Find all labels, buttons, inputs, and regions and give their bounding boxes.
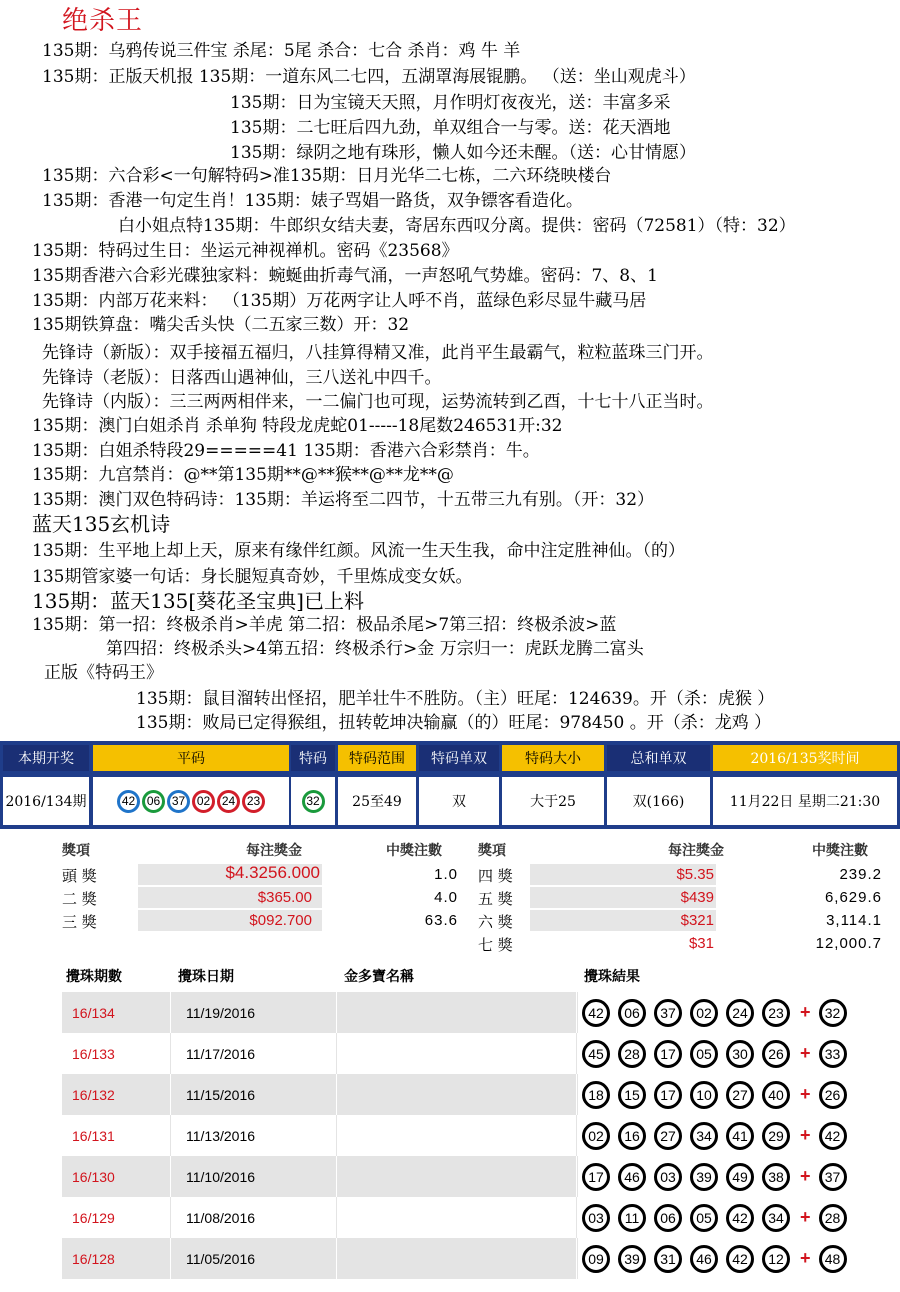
text-line: 135期：第一招：终极杀肖>羊虎 第二招：极品杀尾>7第三招：终极杀波>蓝 <box>32 615 617 635</box>
prize-amount: $439 <box>680 889 714 906</box>
text-line: 正版《特码王》 <box>44 663 163 683</box>
lottery-ball: 24 <box>726 999 754 1027</box>
prize-table <box>0 836 900 956</box>
prize-name: 四 獎 <box>478 867 513 885</box>
lottery-ball: 29 <box>762 1122 790 1150</box>
lottery-ball: 42 <box>117 790 140 813</box>
text-line: 135期：蓝天135[葵花圣宝典]已上料 <box>32 589 364 613</box>
history-date: 11/15/2016 <box>186 1086 256 1103</box>
lottery-ball: 05 <box>690 1040 718 1068</box>
lottery-ball: 11 <box>618 1204 646 1232</box>
prize-amount: $4.3256.000 <box>225 863 320 882</box>
text-line: 135期：特码过生日：坐运元神视禅机。密码《23568》 <box>32 241 459 261</box>
history-date: 11/17/2016 <box>186 1045 256 1062</box>
text-line: 135期管家婆一句话：身长腿短真奇妙，千里炼成变女妖。 <box>32 567 473 587</box>
prize-header-item: 獎項 <box>62 843 90 859</box>
text-line: 135期：白姐杀特段29=====41 135期：香港六合彩禁肖：牛。 <box>32 441 540 461</box>
prize-amount: $092.700 <box>249 912 312 929</box>
regular-balls <box>93 777 289 825</box>
lottery-ball: 31 <box>654 1245 682 1273</box>
prize-header-count: 中獎注數 <box>386 843 442 859</box>
text-line: 135期香港六合彩光碟独家料：蜿蜒曲折毒气涌，一声怒吼气势雄。密码：7、8、1 <box>32 266 658 286</box>
lottery-ball: 27 <box>654 1122 682 1150</box>
prize-header-item: 獎項 <box>478 843 506 859</box>
text-line: 135期：内部万花来料： （135期）万花两字让人呼不肖，蓝绿色彩尽显牛藏马居 <box>32 291 647 311</box>
text-line: 先锋诗（老版）：日落西山遇神仙，三八送礼中四千。 <box>42 368 442 388</box>
lottery-ball: 42 <box>726 1204 754 1232</box>
lottery-ball: 32 <box>302 790 325 813</box>
history-row <box>62 1033 888 1074</box>
special-odd-even: 双 <box>419 777 499 825</box>
header-special-range: 特码范围 <box>338 745 416 771</box>
next-draw-time: 11月22日 星期二21:30 <box>713 777 897 825</box>
history-header-result: 攪珠結果 <box>584 969 640 985</box>
text-line: 135期：九宫禁肖：@**第135期**@**猴**@**龙**@ <box>32 465 454 485</box>
prize-header-amount: 每注獎金 <box>246 843 302 859</box>
lottery-ball: 17 <box>654 1040 682 1068</box>
history-period: 16/131 <box>72 1127 115 1144</box>
header-special-number: 特码 <box>291 745 335 771</box>
history-row <box>62 1115 888 1156</box>
prize-count: 4.0 <box>434 889 458 906</box>
lottery-ball: 09 <box>582 1245 610 1273</box>
lottery-ball: 42 <box>819 1122 847 1150</box>
draw-results-table <box>0 741 900 829</box>
prize-header-amount: 每注獎金 <box>668 843 724 859</box>
prize-count: 6,629.6 <box>824 889 882 906</box>
text-line: 135期：六合彩<一句解特码>准135期：日月光华二七栋，二六环绕映楼台 <box>42 166 612 186</box>
history-row <box>62 1156 888 1197</box>
lottery-ball: 33 <box>819 1040 847 1068</box>
lottery-ball: 45 <box>582 1040 610 1068</box>
text-line: 白小姐点特135期：牛郎织女结夫妻，寄居东西叹分离。提供：密码（72581）（特：32） <box>118 216 796 236</box>
lottery-ball: 16 <box>618 1122 646 1150</box>
plus-sign: + <box>800 1043 811 1063</box>
header-special-size: 特码大小 <box>502 745 604 771</box>
lottery-ball: 10 <box>690 1081 718 1109</box>
history-date: 11/05/2016 <box>186 1250 256 1267</box>
plus-sign: + <box>800 1002 811 1022</box>
text-line: 135期：生平地上却上天，原来有缘伴红颜。风流一生天生我，命中注定胜神仙。（的） <box>32 541 685 561</box>
history-header-name: 金多寶名稱 <box>344 969 414 985</box>
lottery-ball: 38 <box>762 1163 790 1191</box>
history-date: 11/10/2016 <box>186 1168 256 1185</box>
lottery-ball: 18 <box>582 1081 610 1109</box>
lottery-ball: 03 <box>582 1204 610 1232</box>
prize-count: 3,114.1 <box>826 912 882 929</box>
text-line: 135期：二七旺后四九劲，单双组合一与零。送：花天酒地 <box>230 118 671 138</box>
history-row <box>62 1197 888 1238</box>
history-period: 16/129 <box>72 1209 115 1226</box>
prize-name: 二 獎 <box>62 890 97 908</box>
history-row <box>62 1074 888 1115</box>
history-date: 11/13/2016 <box>186 1127 256 1144</box>
lottery-ball: 17 <box>582 1163 610 1191</box>
history-period: 16/132 <box>72 1086 115 1103</box>
prize-name: 頭 獎 <box>62 867 97 885</box>
draw-period: 2016/134期 <box>3 777 89 825</box>
section-heading: 蓝天135玄机诗 <box>32 512 171 536</box>
lottery-ball: 26 <box>762 1040 790 1068</box>
lottery-ball: 32 <box>819 999 847 1027</box>
lottery-ball: 23 <box>242 790 265 813</box>
history-period: 16/130 <box>72 1168 115 1185</box>
plus-sign: + <box>800 1166 811 1186</box>
header-special-odd-even: 特码单双 <box>419 745 499 771</box>
lottery-ball: 42 <box>726 1245 754 1273</box>
lottery-ball: 28 <box>819 1204 847 1232</box>
history-date: 11/08/2016 <box>186 1209 256 1226</box>
special-size: 大于25 <box>502 777 604 825</box>
text-line: 135期铁算盘：嘴尖舌头快（二五家三数）开：32 <box>32 315 410 335</box>
plus-sign: + <box>800 1207 811 1227</box>
prize-count: 12,000.7 <box>815 935 882 952</box>
lottery-ball: 34 <box>762 1204 790 1232</box>
text-line: 135期：香港一句定生肖！135期：婊子骂娼一路货，双争镖客看造化。 <box>42 191 583 211</box>
text-line: 135期：正版天机报 135期：一道东风二七四，五湖罩海展锟鹏。 （送：坐山观虎斗） <box>42 67 696 87</box>
history-row <box>62 1238 888 1279</box>
prize-name: 五 獎 <box>478 890 513 908</box>
history-header-period: 攪珠期數 <box>66 969 122 985</box>
prize-name: 六 獎 <box>478 913 513 931</box>
special-range: 25至49 <box>338 777 416 825</box>
lottery-ball: 06 <box>142 790 165 813</box>
text-line: 135期：日为宝镜天天照，月作明灯夜夜光，送：丰富多采 <box>230 93 671 113</box>
lottery-ball: 05 <box>690 1204 718 1232</box>
header-current-draw: 本期开奖 <box>3 745 89 771</box>
lottery-ball: 27 <box>726 1081 754 1109</box>
header-sum-odd-even: 总和单双 <box>607 745 710 771</box>
lottery-ball: 28 <box>618 1040 646 1068</box>
plus-sign: + <box>800 1248 811 1268</box>
lottery-ball: 02 <box>690 999 718 1027</box>
text-line: 135期：澳门白姐杀肖 杀单狗 特段龙虎蛇01-----18尾数246531开:32 <box>32 416 563 436</box>
text-line: 第四招：终极杀头>4第五招：终极杀行>金 万宗归一：虎跃龙腾二富头 <box>106 639 644 659</box>
prize-name: 三 獎 <box>62 913 97 931</box>
lottery-ball: 26 <box>819 1081 847 1109</box>
lottery-ball: 30 <box>726 1040 754 1068</box>
lottery-ball: 48 <box>819 1245 847 1273</box>
lottery-ball: 41 <box>726 1122 754 1150</box>
header-next-draw-time: 2016/135奖时间 <box>713 745 897 771</box>
lottery-ball: 39 <box>618 1245 646 1273</box>
prize-count: 63.6 <box>424 912 458 929</box>
lottery-ball: 23 <box>762 999 790 1027</box>
lottery-ball: 03 <box>654 1163 682 1191</box>
text-line: 135期：败局已定得猴组，扭转乾坤决输赢（的）旺尾：978450 。开（杀：龙鸡 ） <box>136 713 772 733</box>
lottery-ball: 02 <box>192 790 215 813</box>
lottery-ball: 37 <box>654 999 682 1027</box>
plus-sign: + <box>800 1125 811 1145</box>
lottery-ball: 06 <box>618 999 646 1027</box>
text-line: 135期：绿阴之地有珠形，懒人如今还未醒。（送：心甘情愿） <box>230 143 696 163</box>
special-ball <box>291 777 335 825</box>
lottery-ball: 24 <box>217 790 240 813</box>
history-row <box>62 992 888 1033</box>
text-line: 先锋诗（内版）：三三两两相伴来，一二偏门也可现，运势流转到乙酉，十七十八正当时。 <box>42 392 714 412</box>
lottery-ball: 15 <box>618 1081 646 1109</box>
history-header-date: 攪珠日期 <box>178 969 234 985</box>
prize-amount: $321 <box>680 912 714 929</box>
header-regular-numbers: 平码 <box>93 745 289 771</box>
history-period: 16/134 <box>72 1004 115 1021</box>
prize-header-count: 中獎注數 <box>812 843 868 859</box>
sum-odd-even: 双(166) <box>607 777 710 825</box>
lottery-ball: 02 <box>582 1122 610 1150</box>
lottery-ball: 40 <box>762 1081 790 1109</box>
lottery-ball: 12 <box>762 1245 790 1273</box>
lottery-ball: 42 <box>582 999 610 1027</box>
lottery-ball: 49 <box>726 1163 754 1191</box>
lottery-ball: 37 <box>819 1163 847 1191</box>
lottery-ball: 06 <box>654 1204 682 1232</box>
prize-count: 1.0 <box>434 866 458 883</box>
lottery-ball: 39 <box>690 1163 718 1191</box>
prize-name: 七 獎 <box>478 936 513 954</box>
text-line: 135期：澳门双色特码诗：135期：羊运将至二四节，十五带三九有别。（开：32） <box>32 490 655 510</box>
history-period: 16/128 <box>72 1250 115 1267</box>
lottery-ball: 46 <box>618 1163 646 1191</box>
prize-count: 239.2 <box>839 866 882 883</box>
text-line: 先锋诗（新版）：双手接福五福归，八挂算得精又准，此肖平生最霸气，粒粒蓝珠三门开。 <box>42 343 714 363</box>
text-line: 135期：鼠目溜转出怪招，肥羊壮牛不胜防。（主）旺尾：124639。开（杀：虎猴 ） <box>136 689 775 709</box>
page-title: 绝杀王 <box>62 6 144 36</box>
history-date: 11/19/2016 <box>186 1004 256 1021</box>
lottery-ball: 46 <box>690 1245 718 1273</box>
lottery-ball: 37 <box>167 790 190 813</box>
prize-amount: $365.00 <box>257 889 312 906</box>
lottery-ball: 34 <box>690 1122 718 1150</box>
prize-amount: $31 <box>688 935 714 952</box>
text-line: 135期：乌鸦传说三件宝 杀尾：5尾 杀合：七合 杀肖：鸡 牛 羊 <box>42 41 521 61</box>
history-period: 16/133 <box>72 1045 115 1062</box>
lottery-ball: 17 <box>654 1081 682 1109</box>
plus-sign: + <box>800 1084 811 1104</box>
prize-amount: $5.35 <box>676 866 714 883</box>
